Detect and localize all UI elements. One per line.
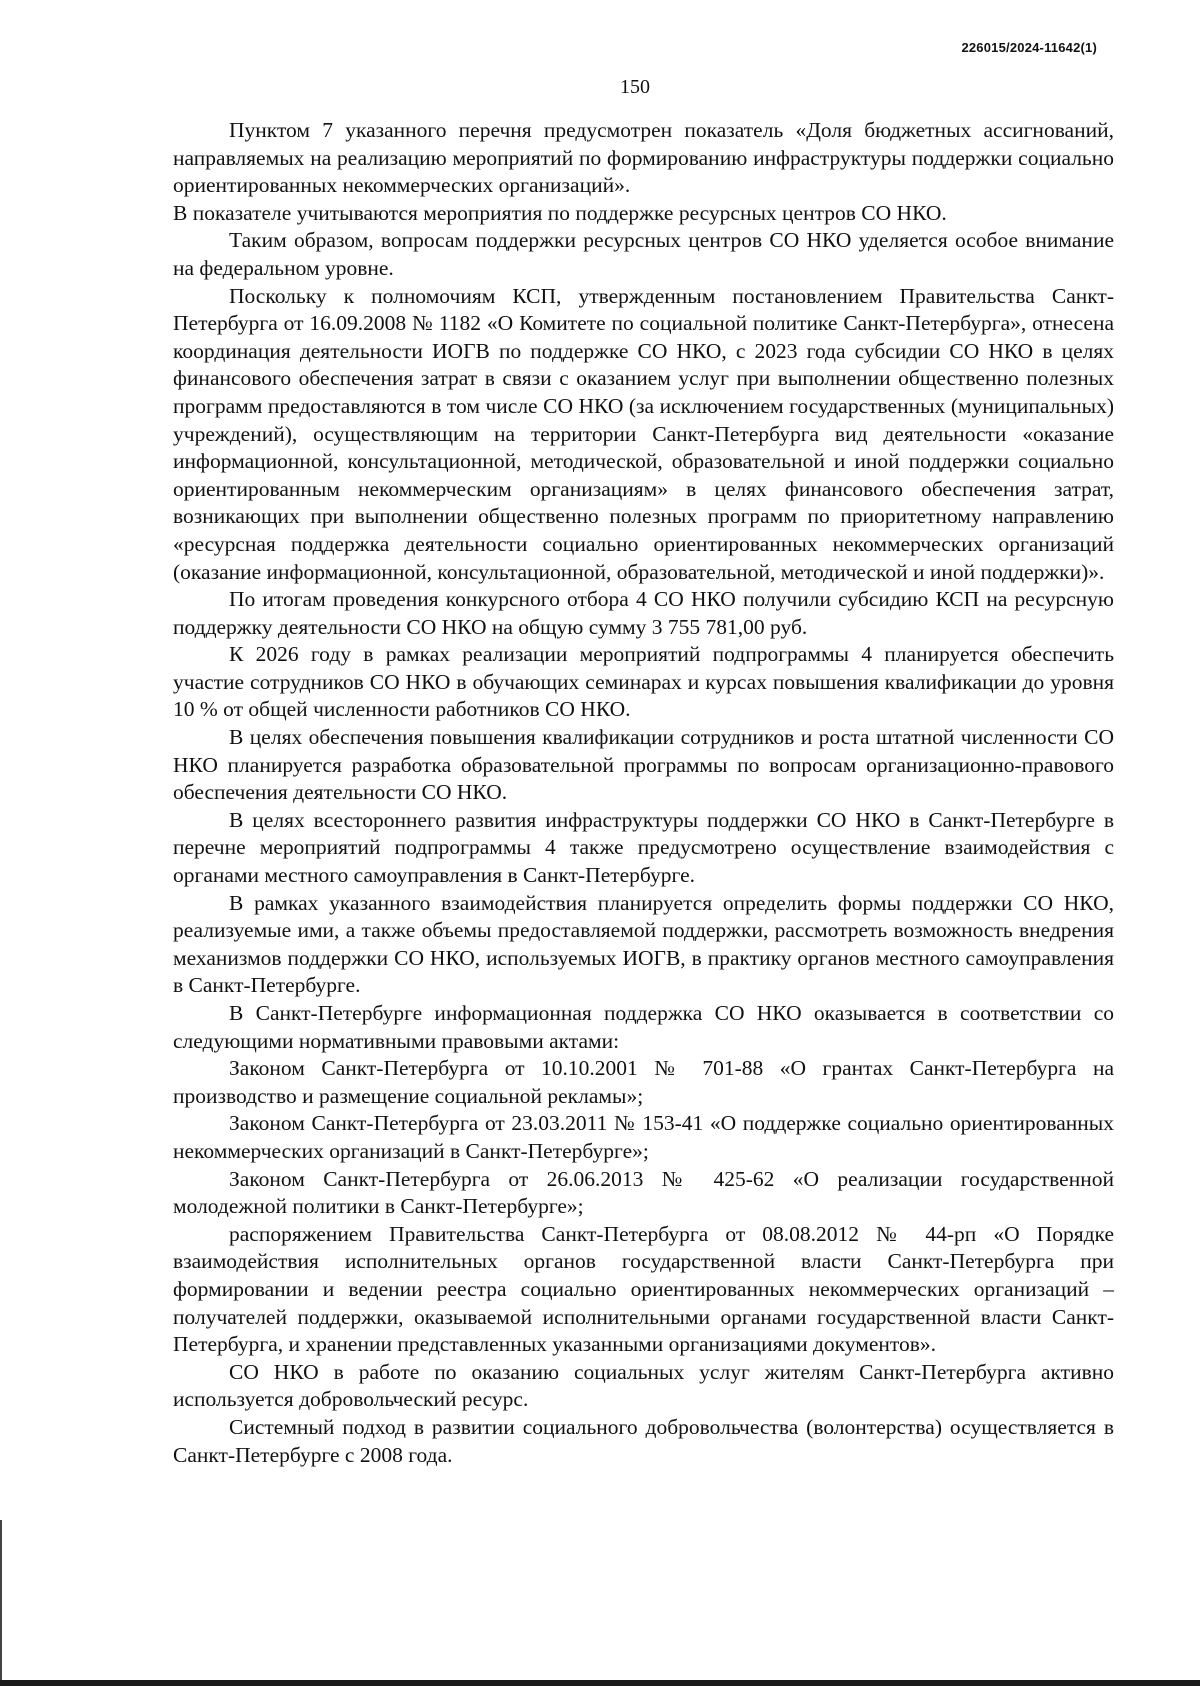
paragraph: В целях обеспечения повышения квалификации сотрудников и роста штатной численности СО НКО планируется разработка образовательной программы по вопросам организационно-правового обеспечения деятельности СО НКО. <box>173 725 1114 805</box>
paragraph: Таким образом, вопросам поддержки ресурсных центров СО НКО уделяется особое внимание на федеральном уровне. <box>173 228 1114 280</box>
paragraph: В Санкт-Петербурге информационная поддержка СО НКО оказывается в соответствии со следующими нормативными правовыми актами: <box>173 1001 1114 1053</box>
paragraph: распоряжением Правительства Санкт-Петербурга от 08.08.2012 № 44-рп «О Порядке взаимодействия исполнительных органов государственной власти Санкт-Петербурга при формировании и ведении реестра социально ориентированных некоммерческих организаций – получателей поддержки, оказываемой исполнительными органами государственной власти Санкт-Петербурга, и хранении представленных указанными организациями документов». <box>173 1221 1114 1357</box>
paragraph: СО НКО в работе по оказанию социальных услуг жителям Санкт-Петербурга активно используется добровольческий ресурс. <box>173 1359 1114 1412</box>
scan-edge-line <box>0 1520 2 1686</box>
paragraph: Законом Санкт-Петербурга от 23.03.2011 № 153-41 «О поддержке социально ориентированных некоммерческих организаций в Санкт-Петербурге»; <box>173 1111 1114 1163</box>
document-body <box>173 117 1114 1469</box>
paragraph: В рамках указанного взаимодействия планируется определить формы поддержки СО НКО, реализуемые ими, а также объемы предоставляемой поддержки, рассмотреть возможность внедрения механизмов поддержки СО НКО, используемых ИОГВ, в практику органов местного самоуправления в Санкт-Петербурге. <box>173 890 1114 998</box>
paragraph: Системный подход в развитии социального добровольчества (волонтерства) осуществляется в Санкт-Петербурге с 2008 года. <box>173 1414 1114 1467</box>
paragraph: По итогам проведения конкурсного отбора 4 СО НКО получили субсидию КСП на ресурсную поддержку деятельности СО НКО на общую сумму 3 755 781,00 руб. <box>173 587 1114 639</box>
document-registration-number: 226015/2024-11642(1) <box>961 40 1097 55</box>
paragraph: Пунктом 7 указанного перечня предусмотрен показатель «Доля бюджетных ассигнований, направляемых на реализацию мероприятий по формированию инфраструктуры поддержки социально ориентированных некоммерческих организаций». <box>173 118 1114 198</box>
scan-bottom-border <box>0 1680 1200 1686</box>
paragraph: В целях всестороннего развития инфраструктуры поддержки СО НКО в Санкт-Петербурге в перечне мероприятий подпрограммы 4 также предусмотрено осуществление взаимодействия с органами местного самоуправления в Санкт-Петербурге. <box>173 807 1114 888</box>
paragraph: Законом Санкт-Петербурга от 26.06.2013 № 425-62 «О реализации государственной молодежной политики в Санкт-Петербурге»; <box>173 1166 1114 1219</box>
paragraph: Поскольку к полномочиям КСП, утвержденным постановлением Правительства Санкт-Петербурга от 16.09.2008 № 1182 «О Комитете по социальной политике Санкт-Петербурга», отнесена координация деятельности ИОГВ по поддержке СО НКО, с 2023 года субсидии СО НКО в целях финансового обеспечения затрат в связи с оказанием услуг при выполнении общественно полезных программ предоставляются в том числе СО НКО (за исключением государственных (муниципальных) учреждений), осуществляющим на территории Санкт-Петербурга вид деятельности «оказание информационной, консультационной, методической, образовательной и иной поддержки социально ориентированным некоммерческим организациям» в целях финансового обеспечения затрат, возникающих при выполнении общественно полезных программ по приоритетному направлению «ресурсная поддержка деятельности социально ориентированных некоммерческих организаций (оказание информационной, консультационной, образовательной, методической и иной поддержки)». <box>173 283 1114 584</box>
page-number: 150 <box>620 76 650 98</box>
paragraph: К 2026 году в рамках реализации мероприятий подпрограммы 4 планируется обеспечить участие сотрудников СО НКО в обучающих семинарах и курсах повышения квалификации до уровня 10 % от общей численности работников СО НКО. <box>173 642 1114 722</box>
paragraph: Законом Санкт-Петербурга от 10.10.2001 № 701-88 «О грантах Санкт-Петербурга на производство и размещение социальной рекламы»; <box>173 1056 1114 1108</box>
paragraph: В показателе учитываются мероприятия по поддержке ресурсных центров СО НКО. <box>173 200 947 225</box>
